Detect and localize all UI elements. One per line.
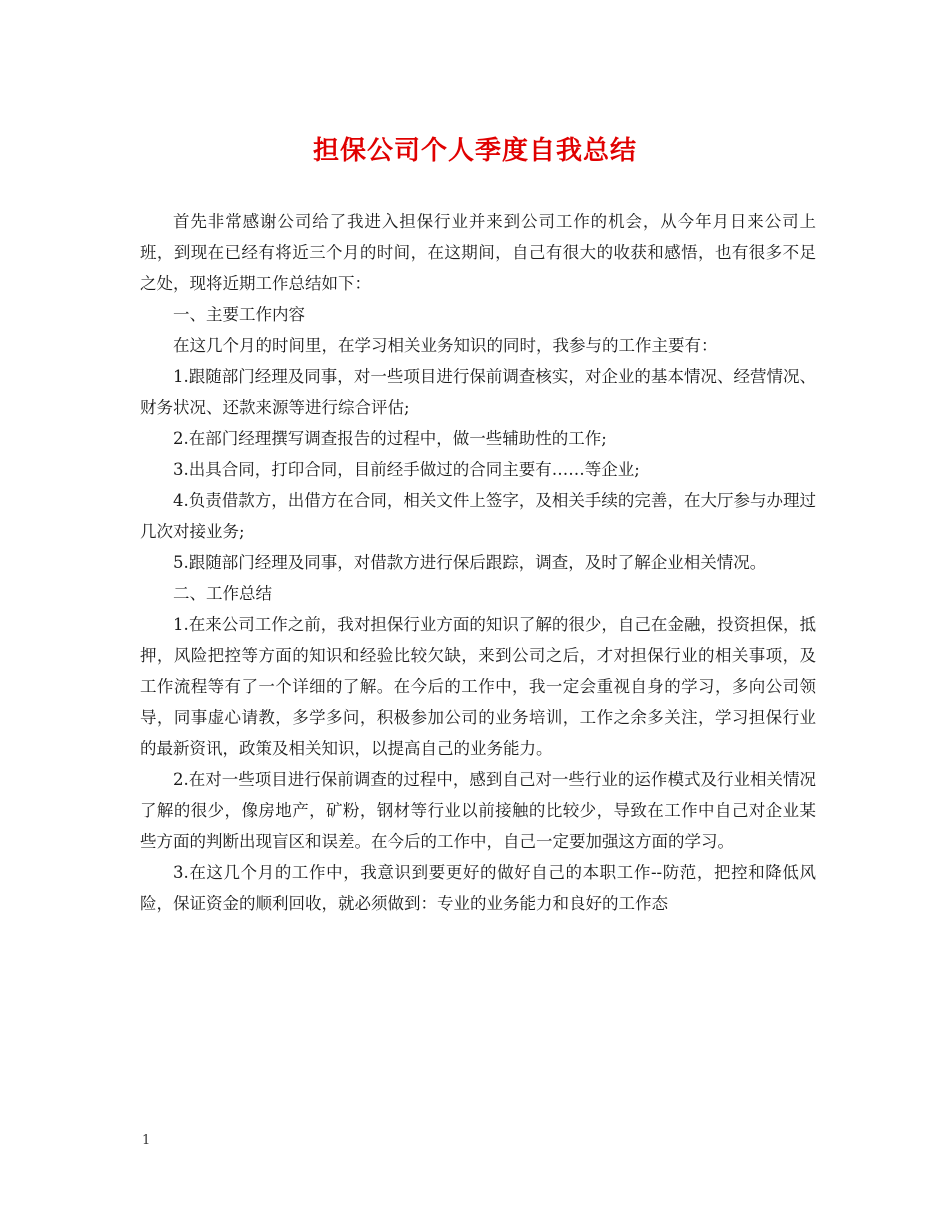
section-heading-main-work: 一、主要工作内容 bbox=[173, 305, 305, 324]
section-heading-summary: 二、工作总结 bbox=[173, 584, 272, 603]
paragraph-intro: 首先非常感谢公司给了我进入担保行业并来到公司工作的机会，从今年月日来公司上班，到现在已经有将近三个月的时间，在这期间，自己有很大的收获和感悟，也有很多不足之处，现将近期工作总结如下： bbox=[140, 212, 816, 293]
list-item-summary-1: 1.在来公司工作之前，我对担保行业方面的知识了解的很少，自己在金融，投资担保，抵押，风险把控等方面的知识和经验比较欠缺，来到公司之后，才对担保行业的相关事项，及工作流程等有了一个详细的了解。在今后的工作中，我一定会重视自身的学习，多向公司领导，同事虚心请教，多学多问，积极参加公司的业务培训，工作之余多关注，学习担保行业的最新资讯，政策及相关知识，以提高自己的业务能力。 bbox=[140, 615, 816, 758]
document-body bbox=[140, 206, 816, 919]
list-item-summary-2: 2.在对一些项目进行保前调查的过程中，感到自己对一些行业的运作模式及行业相关情况了解的很少，像房地产，矿粉，钢材等行业以前接触的比较少，导致在工作中自己对企业某些方面的判断出现盲区和误差。在今后的工作中，自己一定要加强这方面的学习。 bbox=[140, 770, 816, 851]
list-item-work-3: 3.出具合同，打印合同，目前经手做过的合同主要有……等企业; bbox=[173, 460, 640, 479]
list-item-work-5: 5.跟随部门经理及同事，对借款方进行保后跟踪，调查，及时了解企业相关情况。 bbox=[173, 553, 767, 572]
page-number: 1 bbox=[142, 1133, 151, 1148]
list-item-work-2: 2.在部门经理撰写调查报告的过程中，做一些辅助性的工作; bbox=[173, 429, 607, 448]
list-item-work-4: 4.负责借款方，出借方在合同，相关文件上签字，及相关手续的完善，在大厅参与办理过几次对接业务; bbox=[140, 491, 816, 541]
document-title: 担保公司个人季度自我总结 bbox=[312, 136, 637, 166]
list-item-work-1: 1.跟随部门经理及同事，对一些项目进行保前调查核实，对企业的基本情况、经营情况、财务状况、还款来源等进行综合评估; bbox=[140, 367, 816, 417]
paragraph-work-intro: 在这几个月的时间里，在学习相关业务知识的同时，我参与的工作主要有： bbox=[173, 336, 718, 355]
list-item-summary-3: 3.在这几个月的工作中，我意识到要更好的做好自己的本职工作--防范，把控和降低风险，保证资金的顺利回收，就必须做到：专业的业务能力和良好的工作态 bbox=[140, 863, 816, 913]
